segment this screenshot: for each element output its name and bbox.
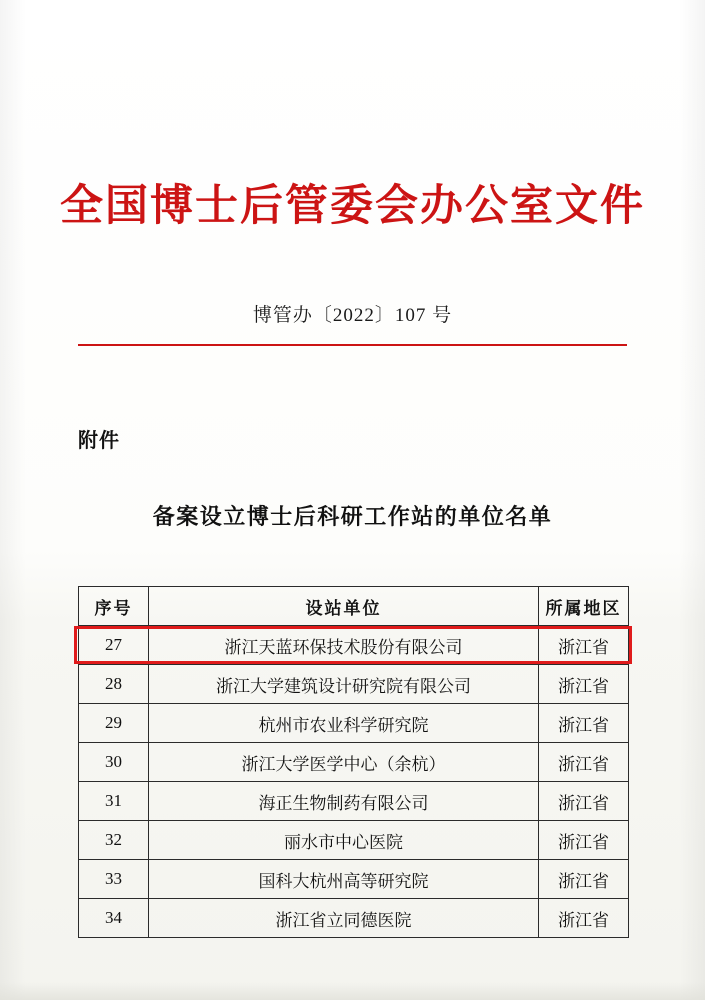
cell-index: 33 xyxy=(79,860,149,899)
unit-table-wrapper xyxy=(78,586,628,938)
cell-unit: 杭州市农业科学研究院 xyxy=(149,704,539,743)
column-header-index: 序号 xyxy=(79,587,149,626)
cell-index: 29 xyxy=(79,704,149,743)
table-row xyxy=(79,860,629,899)
cell-region: 浙江省 xyxy=(539,899,629,938)
table-body xyxy=(79,626,629,938)
attachment-label: 附件 xyxy=(78,430,120,452)
cell-region: 浙江省 xyxy=(539,782,629,821)
cell-region: 浙江省 xyxy=(539,704,629,743)
table-row xyxy=(79,665,629,704)
document-number: 博管办〔2022〕107 号 xyxy=(252,305,453,326)
cell-index: 31 xyxy=(79,782,149,821)
table-header-row xyxy=(79,587,629,626)
cell-index: 34 xyxy=(79,899,149,938)
cell-unit: 海正生物制药有限公司 xyxy=(149,782,539,821)
table-header xyxy=(79,587,629,626)
cell-unit: 浙江大学建筑设计研究院有限公司 xyxy=(149,665,539,704)
red-divider-rule xyxy=(78,344,627,346)
table-row xyxy=(79,626,629,665)
cell-unit: 丽水市中心医院 xyxy=(149,821,539,860)
document-title: 全国博士后管委会办公室文件 xyxy=(60,181,645,231)
cell-region: 浙江省 xyxy=(539,665,629,704)
cell-region: 浙江省 xyxy=(539,821,629,860)
table-row xyxy=(79,899,629,938)
unit-table xyxy=(78,586,629,938)
page-bottom-fade xyxy=(0,982,705,1000)
table-row xyxy=(79,821,629,860)
table-row xyxy=(79,743,629,782)
table-row xyxy=(79,704,629,743)
table-row xyxy=(79,782,629,821)
cell-index: 32 xyxy=(79,821,149,860)
cell-unit: 国科大杭州高等研究院 xyxy=(149,860,539,899)
column-header-region: 所属地区 xyxy=(539,587,629,626)
cell-index: 27 xyxy=(79,626,149,665)
cell-region: 浙江省 xyxy=(539,860,629,899)
list-title: 备案设立博士后科研工作站的单位名单 xyxy=(152,504,553,529)
cell-region: 浙江省 xyxy=(539,743,629,782)
cell-unit: 浙江省立同德医院 xyxy=(149,899,539,938)
cell-unit: 浙江天蓝环保技术股份有限公司 xyxy=(149,626,539,665)
cell-region: 浙江省 xyxy=(539,626,629,665)
column-header-unit: 设站单位 xyxy=(149,587,539,626)
cell-index: 28 xyxy=(79,665,149,704)
cell-index: 30 xyxy=(79,743,149,782)
cell-unit: 浙江大学医学中心（余杭） xyxy=(149,743,539,782)
